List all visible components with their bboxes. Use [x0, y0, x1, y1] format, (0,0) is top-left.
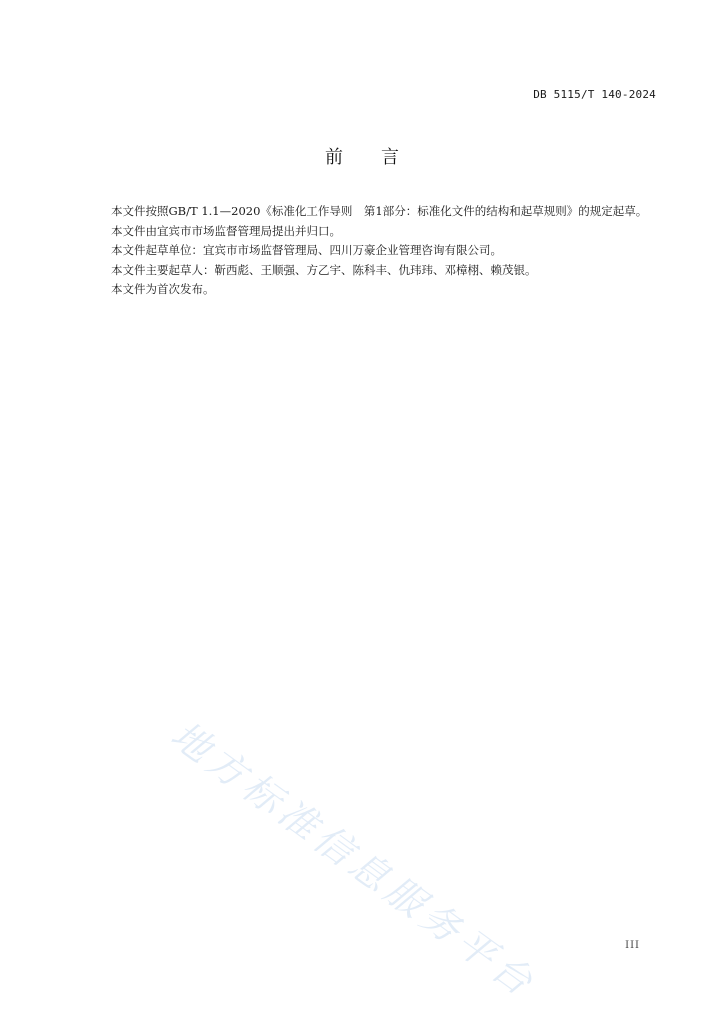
section-title: 前言	[325, 147, 437, 168]
watermark: 地方标准信息服务平台	[163, 712, 545, 1007]
paragraph: 本文件起草单位：宜宾市市场监督管理局、四川万豪企业管理咨询有限公司。	[111, 243, 502, 257]
foreword-body	[88, 202, 656, 300]
paragraph: 本文件为首次发布。	[111, 282, 215, 296]
page-number: III	[625, 940, 640, 951]
document-code: DB 5115/T 140-2024	[533, 88, 656, 101]
paragraph: 本文件主要起草人：靳西彪、王顺强、方乙宇、陈科丰、仇玮玮、邓樟栩、赖茂银。	[111, 262, 537, 277]
paragraph: 本文件按照GB/T 1.1—2020《标准化工作导则 第1部分：标准化文件的结构和起草规则》的规定起草。	[111, 204, 648, 218]
paragraph: 本文件由宜宾市市场监督管理局提出并归口。	[111, 223, 341, 238]
